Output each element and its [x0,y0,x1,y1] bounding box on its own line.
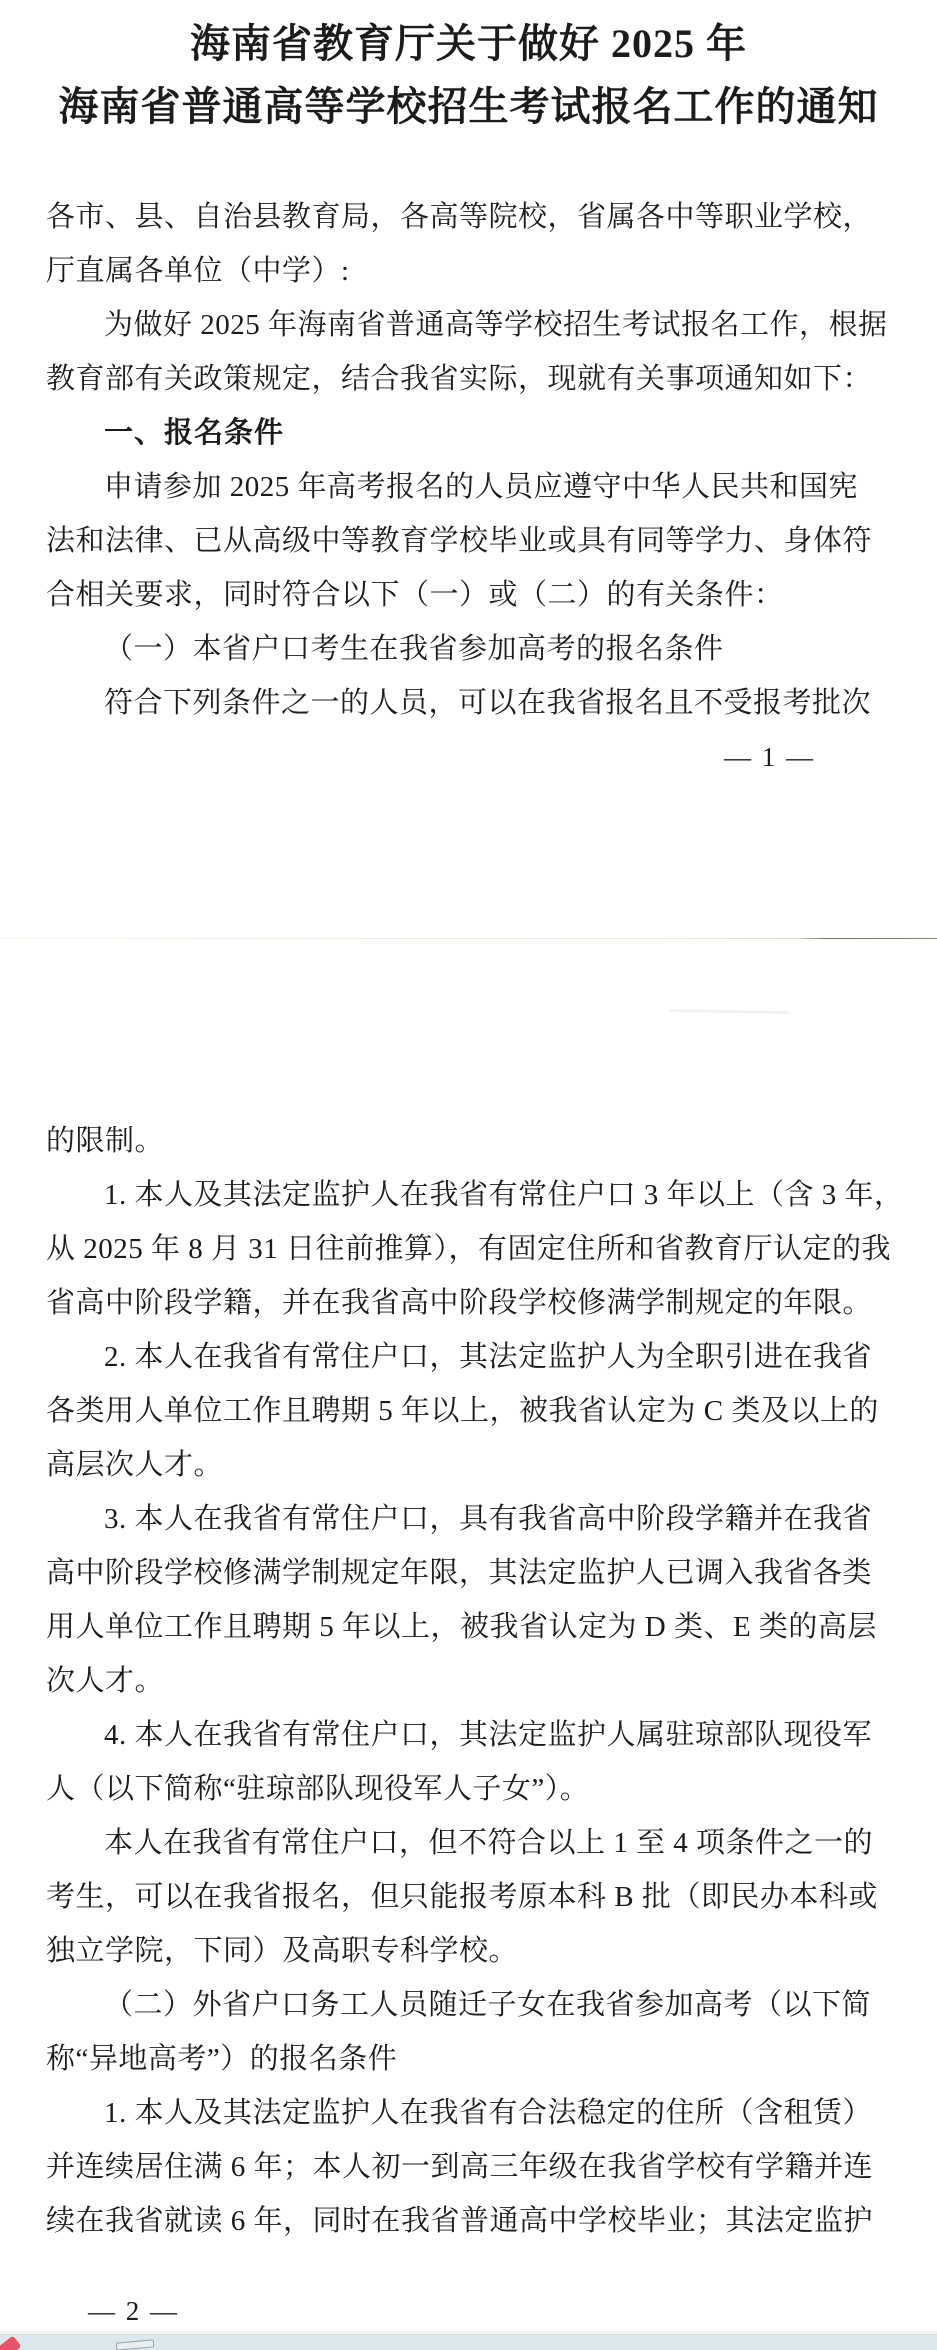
text-line: 为做好 2025 年海南省普通高等学校招生考试报名工作，根据 [104,309,888,341]
page-2-body [0,938,937,2248]
page-divider [0,938,937,939]
title-line-2: 海南省普通高等学校招生考试报名工作的通知 [58,84,879,129]
text-line: 并连续居住满 6 年；本人初一到高三年级在我省学校有学籍并连 [46,2151,874,2183]
text-line: 法和法律、已从高级中等教育学校毕业或具有同等学力、身体符 [46,525,873,557]
next-page-gray-mark [116,2339,155,2350]
text-line: 一、报名条件 [104,417,285,449]
text-line: 3. 本人在我省有常住户口，具有我省高中阶段学籍并在我省 [104,1503,873,1535]
text-line: 符合下列条件之一的人员，可以在我省报名且不受报考批次 [104,687,872,719]
text-line: 高层次人才。 [46,1449,224,1481]
text-line: 考生，可以在我省报名，但只能报考原本科 B 批（即民办本科或 [46,1881,878,1913]
text-line: 厅直属各单位（中学）: [46,255,350,287]
text-line: 教育部有关政策规定，结合我省实际，现就有关事项通知如下： [46,363,873,395]
text-line: 称“异地高考”）的报名条件 [46,2043,398,2075]
page-1 [0,0,937,938]
text-line: （二）外省户口务工人员随迁子女在我省参加高考（以下简 [104,1989,872,2021]
title-line-1: 海南省教育厅关于做好 2025 年 [190,21,747,66]
text-line: 申请参加 2025 年高考报名的人员应遵守中华人民共和国宪 [104,471,859,503]
text-line: 合相关要求，同时符合以下（一）或（二）的有关条件： [46,579,784,611]
text-line: 独立学院，下同）及高职专科学校。 [46,1935,519,1967]
text-line: 4. 本人在我省有常住户口，其法定监护人属驻琼部队现役军 [104,1719,873,1751]
text-line: 高中阶段学校修满学制规定年限，其法定监护人已调入我省各类 [46,1557,873,1589]
text-line: 本人在我省有常住户口，但不符合以上 1 至 4 项条件之一的 [104,1827,874,1859]
text-line: 省高中阶段学籍，并在我省高中阶段学校修满学制规定的年限。 [46,1287,873,1319]
text-line: 各类用人单位工作且聘期 5 年以上，被我省认定为 C 类及以上的 [46,1395,879,1427]
next-page-strip [0,2335,937,2350]
text-line: 的限制。 [46,1125,165,1157]
text-line: 续在我省就读 6 年，同时在我省普通高中学校毕业；其法定监护 [46,2205,874,2237]
page-number-2: — 2 — [88,2296,179,2326]
page-1-body [0,190,937,730]
text-line: 从 2025 年 8 月 31 日往前推算），有固定住所和省教育厅认定的我 [46,1233,892,1265]
next-page-red-mark [0,2335,22,2350]
text-line: 1. 本人及其法定监护人在我省有常住户口 3 年以上（含 3 年， [104,1179,904,1211]
text-line: 2. 本人在我省有常住户口，其法定监护人为全职引进在我省 [104,1341,873,1373]
text-line: 次人才。 [46,1665,165,1697]
text-line: 人（以下简称“驻琼部队现役军人子女”）。 [46,1773,590,1805]
document-title [0,0,937,138]
page-2 [0,938,937,2350]
text-line: 用人单位工作且聘期 5 年以上，被我省认定为 D 类、E 类的高层 [46,1611,877,1643]
text-line: 1. 本人及其法定监护人在我省有合法稳定的住所（含租赁） [104,2097,873,2129]
text-line: 各市、县、自治县教育局，各高等院校，省属各中等职业学校， [46,201,873,233]
page-number-1: — 1 — [724,742,815,772]
text-line: （一）本省户口考生在我省参加高考的报名条件 [104,633,724,665]
